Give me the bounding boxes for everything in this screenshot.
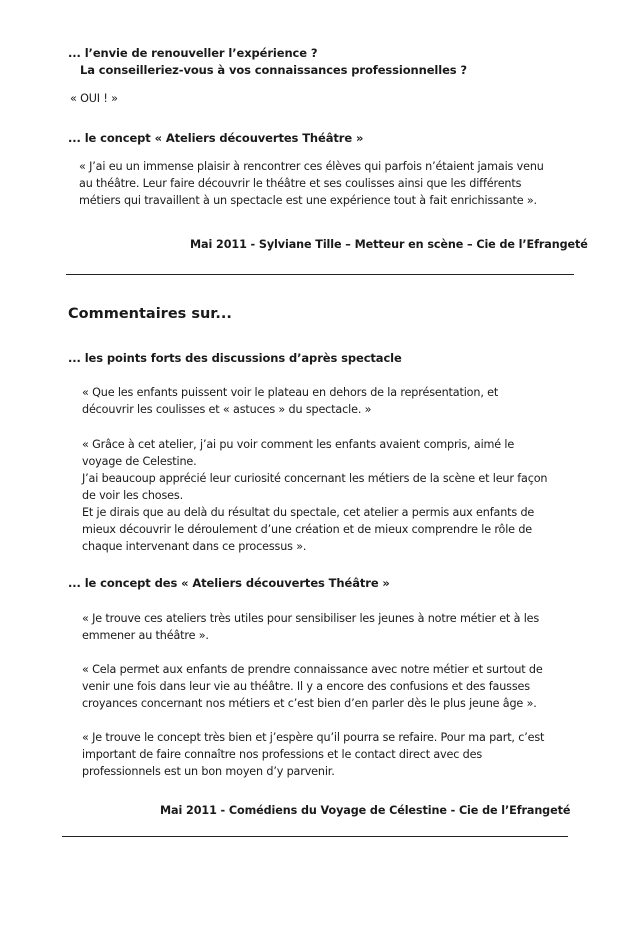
divider — [62, 836, 568, 837]
signature: Mai 2011 - Sylviane Tille – Metteur en scène – Cie de l’Efrangeté — [190, 238, 588, 251]
quote-line: « Je trouve le concept très bien et j’espère qu’il pourra se refaire. Pour ma part, c’est — [82, 731, 545, 744]
quote-line: chaque intervenant dans ce processus ». — [82, 540, 307, 553]
quote-line: « Je trouve ces ateliers très utiles pour sensibiliser les jeunes à notre métier et à les — [82, 612, 540, 625]
divider — [66, 274, 574, 275]
quote-line: « Grâce à cet atelier, j’ai pu voir comment les enfants avaient compris, aimé le — [82, 438, 515, 451]
quote-line: au théâtre. Leur faire découvrir le théâtre et ses coulisses ainsi que les différents — [79, 177, 522, 190]
signature: Mai 2011 - Comédiens du Voyage de Célestine - Cie de l’Efrangeté — [160, 804, 571, 817]
concept-heading: ... le concept « Ateliers découvertes Théâtre » — [68, 131, 364, 145]
quote-line: « Cela permet aux enfants de prendre connaissance avec notre métier et surtout de — [82, 663, 543, 676]
quote-line: de voir les choses. — [82, 489, 183, 502]
quote-line: métiers qui travaillent à un spectacle est une expérience tout à fait enrichissante ». — [79, 194, 537, 207]
quote-line: croyances concernant nos métiers et c’est bien d’en parler dès le plus jeune âge ». — [82, 697, 537, 710]
answer-text: « OUI ! » — [70, 92, 118, 105]
quote-line: « Que les enfants puissent voir le plateau en dehors de la représentation, et — [82, 386, 499, 399]
quote-line: mieux découvrir le déroulement d’une création et de mieux comprendre le rôle de — [82, 523, 533, 536]
quote-line: professionnels est un bon moyen d’y parvenir. — [82, 765, 335, 778]
quote-line: découvrir les coulisses et « astuces » du spectacle. » — [82, 403, 372, 416]
quote-line: « J’ai eu un immense plaisir à rencontrer ces élèves qui parfois n’étaient jamais venu — [79, 160, 544, 173]
quote-line: important de faire connaître nos professions et le contact direct avec des — [82, 748, 483, 761]
quote-line: J’ai beaucoup apprécié leur curiosité concernant les métiers de la scène et leur façon — [82, 472, 548, 485]
quote-line: voyage de Celestine. — [82, 455, 197, 468]
quote-line: Et je dirais que au delà du résultat du spectale, cet atelier a permis aux enfants de — [82, 506, 535, 519]
section-title: Commentaires sur... — [68, 306, 232, 322]
question-heading: ... l’envie de renouveller l’expérience ? — [68, 46, 318, 60]
quote-line: emmener au théâtre ». — [82, 629, 209, 642]
question-heading-line2: La conseilleriez-vous à vos connaissances professionnelles ? — [80, 63, 467, 77]
points-heading: ... les points forts des discussions d’après spectacle — [68, 351, 402, 365]
quote-line: venir une fois dans leur vie au théâtre. Il y a encore des confusions et des fausses — [82, 680, 530, 693]
concept-heading: ... le concept des « Ateliers découvertes Théâtre » — [68, 576, 390, 590]
